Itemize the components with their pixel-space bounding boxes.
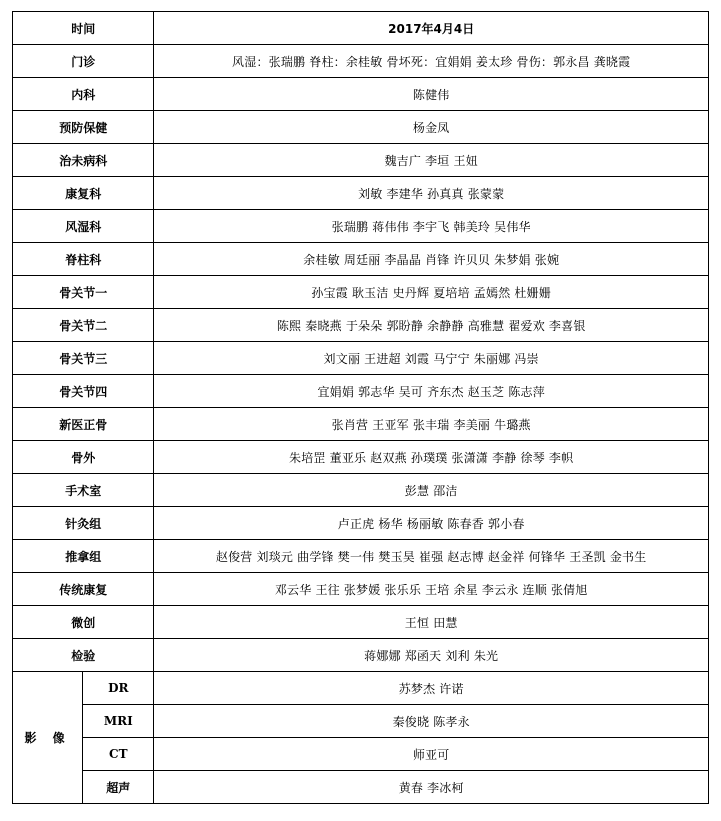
dept-cell: 检验	[13, 639, 154, 672]
staff-cell: 余桂敏 周廷丽 李晶晶 肖锋 许贝贝 朱梦娟 张婉	[154, 243, 709, 276]
staff-cell: 蒋娜娜 郑函天 刘利 朱光	[154, 639, 709, 672]
dept-cell: 内科	[13, 78, 154, 111]
imaging-sub-cell: DR	[83, 672, 154, 705]
dept-cell: 针灸组	[13, 507, 154, 540]
staff-cell: 张肖营 王亚军 张丰瑞 李美丽 牛璐燕	[154, 408, 709, 441]
staff-cell: 风湿：张瑞鹏 脊柱：余桂敏 骨坏死：宜娟娟 姜太珍 骨伤：郭永昌 龚晓霞	[154, 45, 709, 78]
table-row	[13, 111, 709, 144]
imaging-sub-cell: CT	[83, 738, 154, 771]
dept-cell: 门诊	[13, 45, 154, 78]
dept-cell: 手术室	[13, 474, 154, 507]
staff-cell: 苏梦杰 许诺	[154, 672, 709, 705]
dept-cell: 新医正骨	[13, 408, 154, 441]
staff-cell: 陈熙 秦晓燕 于朵朵 郭盼静 余静静 高雅慧 翟爱欢 李喜银	[154, 309, 709, 342]
dept-cell: 治未病科	[13, 144, 154, 177]
table-row	[13, 639, 709, 672]
table-row	[13, 375, 709, 408]
table-row	[13, 474, 709, 507]
dept-cell: 推拿组	[13, 540, 154, 573]
staff-cell: 杨金凤	[154, 111, 709, 144]
staff-cell: 张瑞鹏 蒋伟伟 李宇飞 韩美玲 吴伟华	[154, 210, 709, 243]
staff-cell: 魏吉广 李垣 王妞	[154, 144, 709, 177]
staff-cell: 卢正虎 杨华 杨丽敏 陈春香 郭小春	[154, 507, 709, 540]
dept-cell: 微创	[13, 606, 154, 639]
header-row	[13, 12, 709, 45]
header-date: 2017年4月4日	[154, 12, 709, 45]
imaging-sub-cell: MRI	[83, 705, 154, 738]
dept-cell: 预防保健	[13, 111, 154, 144]
table-row	[13, 507, 709, 540]
imaging-row	[13, 738, 709, 771]
dept-cell: 骨关节四	[13, 375, 154, 408]
table-row	[13, 573, 709, 606]
imaging-row	[13, 771, 709, 804]
staff-cell: 陈健伟	[154, 78, 709, 111]
table-row	[13, 309, 709, 342]
staff-cell: 师亚可	[154, 738, 709, 771]
table-row	[13, 342, 709, 375]
staff-cell: 王恒 田慧	[154, 606, 709, 639]
dept-cell: 康复科	[13, 177, 154, 210]
staff-cell: 邓云华 王往 张梦媛 张乐乐 王培 余星 李云永 连顺 张倩旭	[154, 573, 709, 606]
imaging-row	[13, 672, 709, 705]
table-row	[13, 78, 709, 111]
staff-cell: 黄春 李冰柯	[154, 771, 709, 804]
dept-cell: 骨关节一	[13, 276, 154, 309]
dept-cell: 脊柱科	[13, 243, 154, 276]
staff-cell: 刘文丽 王进超 刘霞 马宁宁 朱丽娜 冯崇	[154, 342, 709, 375]
staff-cell: 孙宝霞 耿玉洁 史丹辉 夏培培 孟嫣然 杜姗姗	[154, 276, 709, 309]
header-time-label: 时间	[13, 12, 154, 45]
staff-cell: 赵俊营 刘琰元 曲学锋 樊一伟 樊玉昊 崔强 赵志博 赵金祥 何锋华 王圣凯 金书生	[154, 540, 709, 573]
imaging-sub-cell: 超声	[83, 771, 154, 804]
table-row	[13, 540, 709, 573]
staff-cell: 彭慧 邵洁	[154, 474, 709, 507]
table-row	[13, 441, 709, 474]
table-row	[13, 144, 709, 177]
staff-cell: 宜娟娟 郭志华 吴可 齐东杰 赵玉芝 陈志萍	[154, 375, 709, 408]
table-row	[13, 243, 709, 276]
table-row	[13, 45, 709, 78]
imaging-row	[13, 705, 709, 738]
staff-cell: 朱培罡 董亚乐 赵双燕 孙璞璞 张潇潇 李静 徐琴 李帜	[154, 441, 709, 474]
table-row	[13, 210, 709, 243]
table-row	[13, 276, 709, 309]
dept-cell: 骨外	[13, 441, 154, 474]
dept-cell: 传统康复	[13, 573, 154, 606]
dept-cell: 风湿科	[13, 210, 154, 243]
table-row	[13, 606, 709, 639]
dept-cell: 骨关节二	[13, 309, 154, 342]
table-row	[13, 408, 709, 441]
staff-cell: 秦俊晓 陈孝永	[154, 705, 709, 738]
duty-schedule-table	[12, 11, 709, 804]
imaging-dept-cell: 影 像	[13, 672, 83, 804]
table-row	[13, 177, 709, 210]
staff-cell: 刘敏 李建华 孙真真 张蒙蒙	[154, 177, 709, 210]
dept-cell: 骨关节三	[13, 342, 154, 375]
